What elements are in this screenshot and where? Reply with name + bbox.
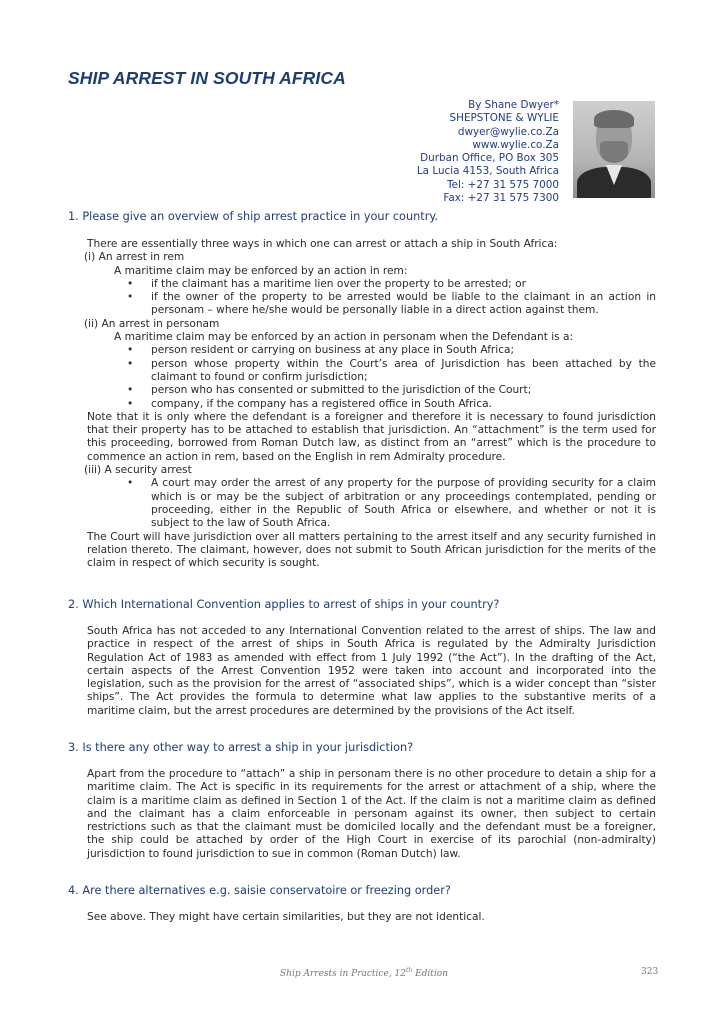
author-address-line-1: Durban Office, PO Box 305 <box>420 152 559 165</box>
question-1-heading: 1. Please give an overview of ship arrest practice in your country. <box>68 210 439 223</box>
author-block <box>417 99 559 205</box>
list-item: • A court may order the arrest of any property for the purpose of providing security for a claim which is or may be the subject of arbitration or any proceedings contemplated, pending or proceeding, either in the Republic of South Africa or elsewhere, and whether or not it is subject to the law of South Africa. <box>127 477 656 530</box>
answer-1-intro: There are essentially three ways in which one can arrest or attach a ship in South Africa: <box>87 238 558 250</box>
list-item: • person whose property within the Court’s area of Jurisdiction has been attached by the claimant to found or confirm jurisdiction; <box>127 357 656 383</box>
author-telephone: Tel: +27 31 575 7000 <box>447 178 559 191</box>
page-number: 323 <box>641 967 659 977</box>
list-item: • if the owner of the property to be arrested would be liable to the claimant in an action in personam – where he/she would be personally liable in a direct action against them. <box>127 291 656 317</box>
question-3-heading: 3. Is there any other way to arrest a ship in your jurisdiction? <box>68 741 414 754</box>
answer-1 <box>84 238 656 570</box>
answer-2: South Africa has not acceded to any International Convention related to the arrest of ships. The law and practice in respect of the arrest of ships in South Africa is regulated by the Admiralty Jurisdiction Regulation Act of 1983 as amended with effect from 1 July 1992 (“the Act”). In the drafting of the Act, certain aspects of the Arrest Convention 1952 were taken into account and incorporated into the legislation, such as the provision for the arrest of “associated ships”, which is a wider concept than “sister ships”. The Act provides the formula to determine what law applies to the substantive merits of a maritime claim, but the arrest procedures are determined by the provisions of the Act itself. <box>87 625 656 717</box>
bullet-icon: • <box>127 384 134 397</box>
author-name: By Shane Dwyer* <box>468 99 559 111</box>
list-item: • person who has consented or submitted to the jurisdiction of the Court; <box>127 384 532 397</box>
author-firm: SHEPSTONE & WYLIE <box>449 112 559 125</box>
author-email[interactable]: dwyer@wylie.co.Za <box>457 125 559 138</box>
author-address-line-2: La Lucia 4153, South Africa <box>416 165 559 178</box>
security-arrest-heading: (iii) A security arrest <box>84 464 192 477</box>
bullet-icon: • <box>127 344 134 357</box>
arrest-in-rem-lead: A maritime claim may be enforced by an action in rem: <box>114 264 408 277</box>
footer-publication: Ship Arrests in Practice, 12th Edition <box>280 967 449 979</box>
page-title: SHIP ARREST IN SOUTH AFRICA <box>68 68 346 88</box>
attachment-note: Note that it is only where the defendant is a foreigner and therefore it is necessary to found jurisdiction that their property has to be attached to establish that jurisdiction. An “attachment” is the term used for this proceeding, borrowed from Roman Dutch law, as distinct from an “arrest” which is the procedure to commence an action in rem, based on the English in rem Admiralty procedure. <box>87 410 656 463</box>
author-website[interactable]: www.wylie.co.Za <box>472 138 559 151</box>
arrest-in-personam-lead: A maritime claim may be enforced by an action in personam when the Defendant is a: <box>114 331 574 344</box>
answer-1-closing: The Court will have jurisdiction over all matters pertaining to the arrest itself and any security furnished in relation thereto. The claimant, however, does not submit to South African jurisdiction for the merits of the claim in respect of which security is sought. <box>87 530 656 570</box>
list-item: • if the claimant has a maritime lien over the property to be arrested; or <box>127 277 526 290</box>
answer-3: Apart from the procedure to “attach” a ship in personam there is no other procedure to detain a ship for a maritime claim. The Act is specific in its requirements for the arrest or attachment of a ship, where the claim is a maritime claim as defined in Section 1 of the Act. If the claim is not a maritime claim as defined and the claimant has a claim enforceable in personam against its owner, then subject to certain restrictions such as that the claimant must be domiciled locally and the defendant must be a foreigner, the ship could be attached by order of the High Court in exercise of its parochial (non-admiralty) jurisdiction to found jurisdiction to sue in common (Roman Dutch) law. <box>87 768 656 860</box>
bullet-icon: • <box>127 277 134 290</box>
bullet-icon: • <box>127 357 134 370</box>
bullet-icon: • <box>127 397 134 410</box>
list-item: • company, if the company has a registered office in South Africa. <box>127 397 492 410</box>
list-item: • person resident or carrying on business at any place in South Africa; <box>127 344 515 357</box>
question-2-heading: 2. Which International Convention applies to arrest of ships in your country? <box>68 598 500 611</box>
author-portrait <box>573 101 655 198</box>
arrest-in-rem-heading: (i) An arrest in rem <box>84 251 185 264</box>
author-fax: Fax: +27 31 575 7300 <box>443 192 559 205</box>
bullet-icon: • <box>127 477 134 490</box>
question-4-heading: 4. Are there alternatives e.g. saisie conservatoire or freezing order? <box>68 884 451 897</box>
answer-4: See above. They might have certain similarities, but they are not identical. <box>87 911 485 923</box>
bullet-icon: • <box>127 291 134 304</box>
arrest-in-personam-heading: (ii) An arrest in personam <box>84 317 220 330</box>
